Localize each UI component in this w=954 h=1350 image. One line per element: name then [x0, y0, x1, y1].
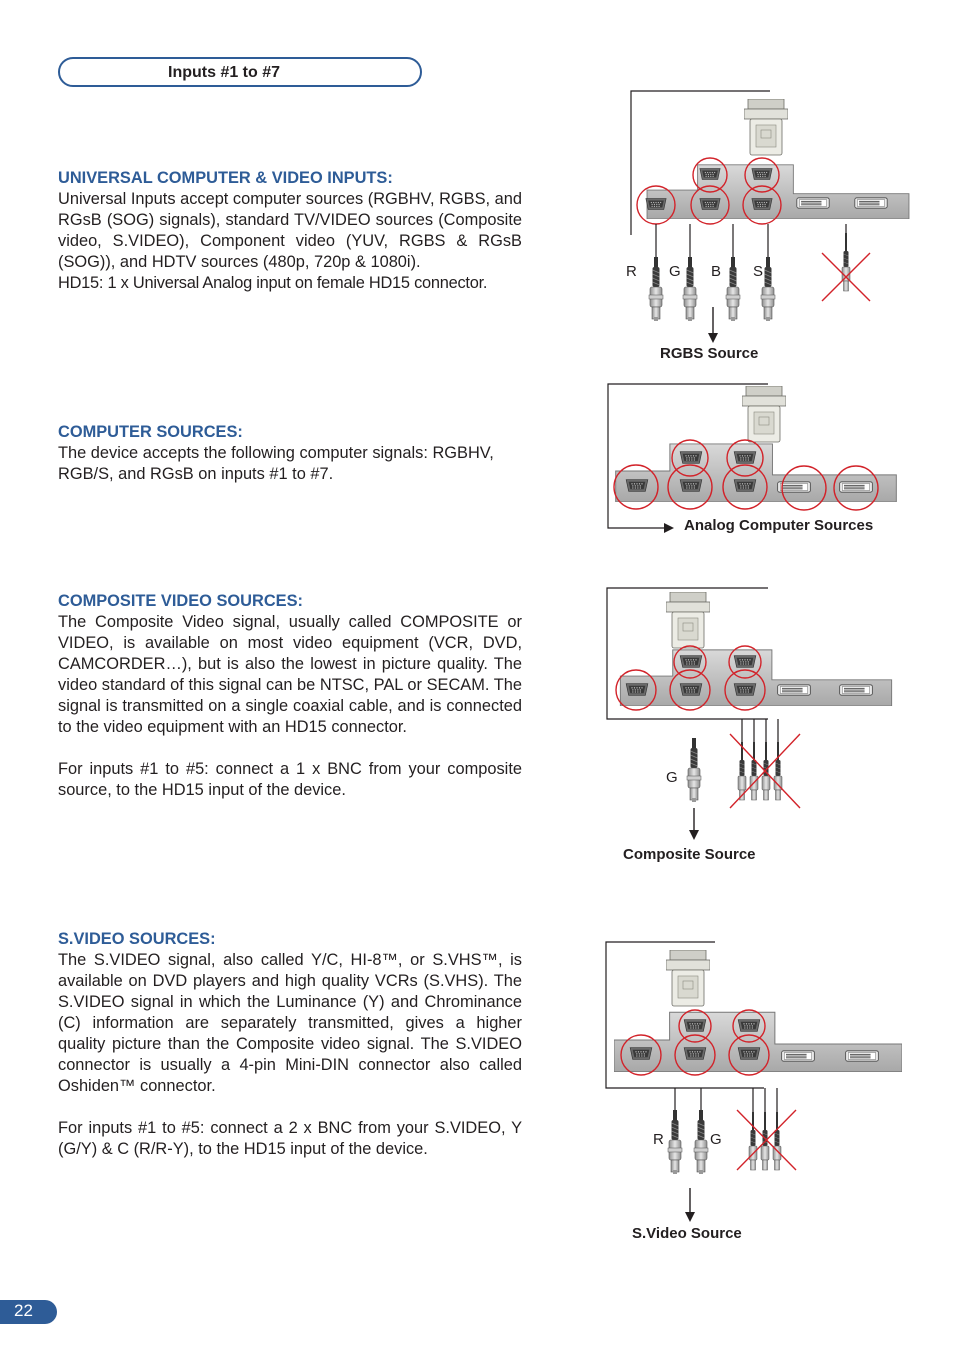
svideo-sources-heading: S.VIDEO SOURCES: [58, 930, 216, 948]
rgbs-label-b: B [711, 263, 722, 280]
computer-sources-section [58, 422, 522, 485]
page-number-tab [0, 1300, 57, 1324]
svideo-sources-body: The S.VIDEO signal, also called Y/C, HI-8™, or S.VHS™, is available on DVD players and high quality VCRs (S.VHS). The S.VIDEO signal in which the Luminance (Y) and Chrominance (C) information are separately transmitted, gives a higher quality picture than the Composite video signal. The S.VIDEO connector is usually a 4-pin Mini-DIN connector also called Oshiden™ connector. [58, 951, 522, 1095]
svideo-sources-note: For inputs #1 to #5: connect a 2 x BNC from your S.VIDEO, Y (G/Y) & C (R/R-Y), to the HD15 input of the device. [58, 1119, 522, 1158]
section-title: Inputs #1 to #7 [168, 64, 281, 81]
svideo-label-r: R [653, 1131, 664, 1148]
svideo-diagram [600, 938, 910, 1228]
universal-inputs-body: Universal Inputs accept computer sources (RGBHV, RGBS, and RGsB (SOG) signals), standard TV/VIDEO sources (Composite video, S.VIDEO), Component video (YUV, RGBS & RGsB (SOG)), and HDTV sources (480p, 720p & 1080i). [58, 190, 522, 271]
computer-sources-body: The device accepts the following computer signals: RGBHV, RGB/S, and RGsB on inputs #1 to #7. [58, 444, 494, 483]
analog-diagram [600, 378, 910, 538]
section-title-box [58, 57, 422, 87]
rgbs-label-g: G [669, 263, 681, 280]
rgbs-label-r: R [626, 263, 637, 280]
composite-sources-note: For inputs #1 to #5: connect a 1 x BNC from your composite source, to the HD15 input of the device. [58, 760, 522, 799]
rgbs-caption: RGBS Source [660, 345, 759, 362]
svideo-diagram-art [600, 938, 910, 1228]
page-number: 22 [14, 1301, 33, 1320]
universal-inputs-section [58, 168, 522, 294]
analog-diagram-art [600, 378, 910, 538]
rgbs-diagram-art [600, 85, 930, 350]
rgbs-diagram [600, 85, 930, 350]
composite-diagram-art [600, 582, 910, 842]
svideo-sources-section [58, 929, 522, 1160]
rgbs-label-s: S [753, 263, 764, 280]
svideo-label-g: G [710, 1131, 722, 1148]
composite-sources-heading: COMPOSITE VIDEO SOURCES: [58, 592, 303, 610]
svideo-caption: S.Video Source [632, 1225, 742, 1242]
universal-inputs-note: HD15: 1 x Universal Analog input on female HD15 connector. [58, 274, 488, 292]
composite-sources-section [58, 591, 522, 801]
composite-caption: Composite Source [623, 846, 756, 863]
universal-inputs-heading: UNIVERSAL COMPUTER & VIDEO INPUTS: [58, 169, 393, 187]
computer-sources-heading: COMPUTER SOURCES: [58, 423, 243, 441]
composite-diagram [600, 582, 910, 842]
composite-sources-body: The Composite Video signal, usually called COMPOSITE or VIDEO, is available on most video equipment (VCR, DVD, CAMCORDER…), but is also the lowest in picture quality. The video standard of this signal can be NTSC, PAL or SECAM. The signal is transmitted on a single coaxial cable, and is connected to the video equipment with an HD15 connector. [58, 613, 522, 736]
composite-label-g: G [666, 769, 678, 786]
analog-caption: Analog Computer Sources [684, 517, 874, 534]
